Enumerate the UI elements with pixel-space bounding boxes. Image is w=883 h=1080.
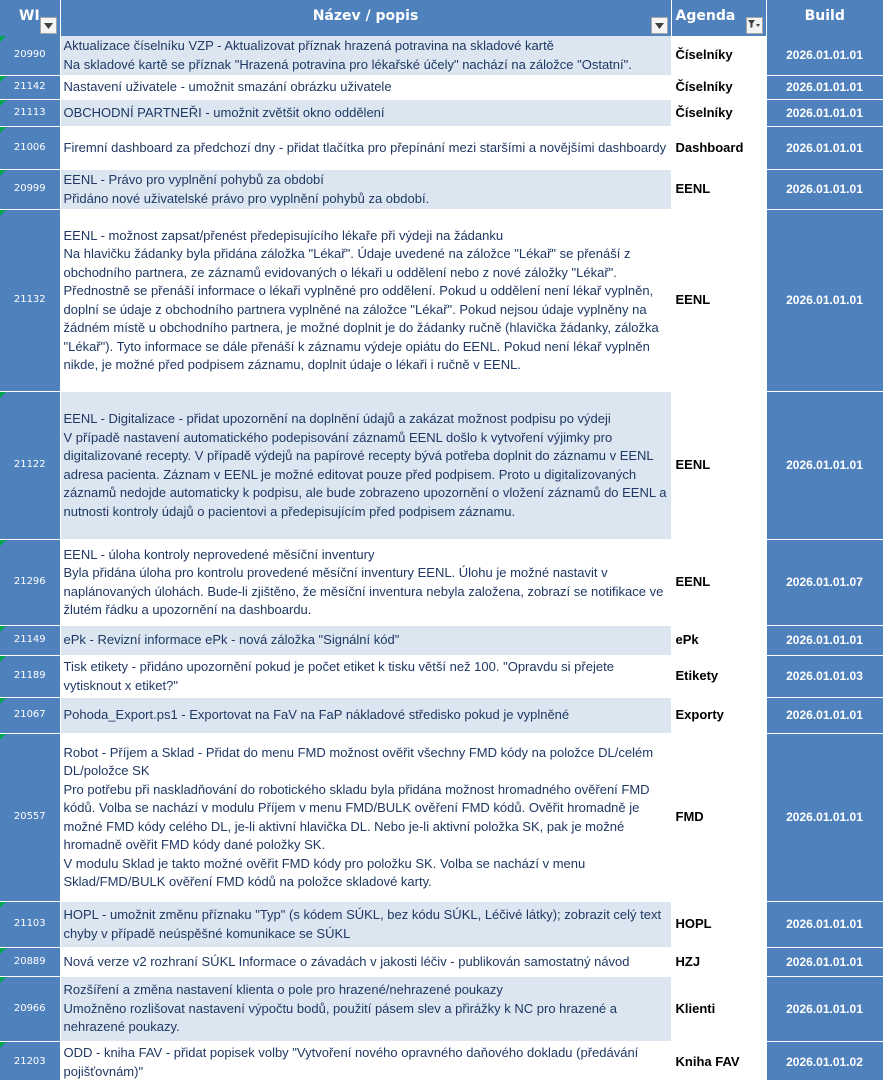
agenda-text: HZJ	[675, 953, 701, 969]
wi-number: 21142	[13, 81, 46, 93]
build-text: 2026.01.01.01	[786, 293, 863, 308]
description-cell[interactable]	[60, 948, 671, 977]
agenda-text: EENL	[675, 574, 711, 590]
wi-filter-dropdown-icon[interactable]	[40, 17, 57, 34]
agenda-text: ePk	[675, 632, 699, 648]
wi-number: 20966	[13, 1002, 46, 1014]
table-row	[0, 210, 883, 392]
build-cell[interactable]	[766, 210, 883, 392]
description-text: EENL - možnost zapsat/přenést předepisujícího lékaře při výdeji na žádanku Na hlavičku žádanky byla přidána záložka "Lékař". Údaje uvedené na záložce "Lékař" se přenáší z obchodního partnera, ze záznamů evidovaných o lékaři u oddělení nebo z nové záložky "Lékař". Přednostně se přenáší informace o lékaři vyplněné pro oddělení. Pokud u oddělení není lékař vyplněn, doplní se údaje z obchodního partnera vyplněné na záložce "Lékař". Pokud nejsou údaje vyplněny na žádném místě u obchodního partnera, je možné doplnit je do žádanky ručně (hlavička žádanky, záložka "Lékař"). Tyto informace se dále přenáší k záznamu výdeje opiátu do EENL. Pokud není lékař vyplněn nikde, je možné před podpisem záznamu, doplnit údaje o lékaři i ručně v EENL.	[63, 227, 659, 372]
description-text: ePk - Revizní informace ePk - nová záložka "Signální kód"	[63, 632, 400, 648]
wi-number: 21132	[13, 294, 46, 306]
wi-number: 21103	[13, 918, 46, 930]
comment-indicator-icon	[0, 626, 6, 632]
comment-indicator-icon	[0, 76, 6, 82]
wi-number: 20999	[13, 183, 46, 195]
description-cell[interactable]	[60, 902, 671, 948]
wi-number: 21189	[13, 670, 46, 682]
build-text: 2026.01.01.01	[786, 105, 863, 120]
table-row	[0, 127, 883, 170]
wi-cell[interactable]	[0, 76, 60, 100]
wi-number: 20889	[13, 955, 46, 967]
description-cell[interactable]	[60, 977, 671, 1042]
build-text: 2026.01.01.02	[786, 1055, 863, 1070]
description-text: EENL - Digitalizace - přidat upozornění na doplnění údajů a zakázat možnost podpisu po výdeji V případě nastavení automatického podepisování záznamů EENL došlo k vytvoření výjimky pro digitalizované recepty. V případě výdejů na papírové recepty bývá potřeba doplnit do záznamu v EENL adresa pacienta. Záznam v EENL je možné editovat pouze před podpisem. Proto u digitalizovaných záznamů nedojde automaticky k podpisu, ale bude zobrazeno upozornění o vložení záznamů do EENL a nutnosti kontroly údajů o pacientovi a předepisujícím před podpisem záznamu.	[63, 411, 667, 519]
wi-number: 21296	[13, 576, 46, 588]
agenda-cell[interactable]	[671, 626, 766, 656]
wi-number: 21067	[13, 709, 46, 721]
wi-cell[interactable]	[0, 948, 60, 977]
build-cell[interactable]	[766, 392, 883, 540]
description-text: HOPL - umožnit změnu příznaku "Typ" (s kódem SÚKL, bez kódu SÚKL, Léčivé látky); zobrazit celý text chyby v případě neúspěšné komunikace se SÚKL	[63, 907, 662, 941]
desc-filter-dropdown-icon[interactable]	[651, 17, 668, 34]
wi-cell[interactable]	[0, 170, 60, 210]
header-wi	[0, 0, 60, 36]
build-text: 2026.01.01.01	[786, 633, 863, 648]
comment-indicator-icon	[0, 1042, 6, 1048]
description-cell[interactable]	[60, 698, 671, 734]
agenda-cell[interactable]	[671, 540, 766, 626]
wi-number: 21122	[13, 459, 46, 471]
wi-cell[interactable]	[0, 210, 60, 392]
header-agenda-label: Agenda	[675, 8, 736, 24]
agenda-text: EENL	[675, 181, 711, 197]
wi-number: 21006	[13, 141, 46, 153]
build-text: 2026.01.01.01	[786, 810, 863, 825]
wi-cell[interactable]	[0, 392, 60, 540]
table-row	[0, 948, 883, 977]
build-text: 2026.01.01.01	[786, 182, 863, 197]
agenda-text: Klienti	[675, 1000, 716, 1016]
agenda-text: Číselníky	[675, 104, 733, 120]
build-text: 2026.01.01.01	[786, 48, 863, 63]
agenda-text: EENL	[675, 457, 711, 473]
agenda-text: EENL	[675, 292, 711, 308]
wi-cell[interactable]	[0, 36, 60, 76]
comment-indicator-icon	[0, 540, 6, 546]
comment-indicator-icon	[0, 170, 6, 176]
table-row	[0, 626, 883, 656]
wi-cell[interactable]	[0, 734, 60, 902]
build-text: 2026.01.01.01	[786, 80, 863, 95]
wi-number: 21203	[13, 1056, 46, 1068]
agenda-cell[interactable]	[671, 392, 766, 540]
build-text: 2026.01.01.03	[786, 669, 863, 684]
build-cell[interactable]	[766, 734, 883, 902]
description-text: EENL - Právo pro vyplnění pohybů za období Přidáno nové uživatelské právo pro vyplnění pohybů za období.	[63, 172, 430, 206]
comment-indicator-icon	[0, 36, 6, 42]
build-cell[interactable]	[766, 36, 883, 76]
comment-indicator-icon	[0, 127, 6, 133]
header-build	[766, 0, 883, 36]
agenda-cell[interactable]	[671, 656, 766, 698]
table-row	[0, 734, 883, 902]
wi-cell[interactable]	[0, 698, 60, 734]
build-cell[interactable]	[766, 170, 883, 210]
comment-indicator-icon	[0, 734, 6, 740]
table-row	[0, 698, 883, 734]
table-row	[0, 977, 883, 1042]
table-row	[0, 540, 883, 626]
description-text: Aktualizace číselníku VZP - Aktualizovat příznak hrazená potravina na skladové kartě Na skladové kartě se příznak "Hrazená potravina pro lékařské účely" nachází na záložce "Ostatní".	[63, 38, 632, 72]
comment-indicator-icon	[0, 210, 6, 216]
build-cell[interactable]	[766, 1042, 883, 1080]
agenda-cell[interactable]	[671, 734, 766, 902]
comment-indicator-icon	[0, 977, 6, 983]
build-cell[interactable]	[766, 626, 883, 656]
comment-indicator-icon	[0, 698, 6, 704]
build-text: 2026.01.01.07	[786, 575, 863, 590]
agenda-filter-active-icon[interactable]	[746, 17, 763, 34]
agenda-text: Kniha FAV	[675, 1054, 740, 1070]
description-cell[interactable]	[60, 210, 671, 392]
agenda-text: Dashboard	[675, 139, 744, 155]
agenda-cell[interactable]	[671, 127, 766, 170]
header-desc-label: Název / popis	[312, 8, 419, 24]
table-row	[0, 902, 883, 948]
description-text: Pohoda_Export.ps1 - Exportovat na FaV na FaP nákladové středisko pokud je vyplněné	[63, 707, 570, 723]
agenda-cell[interactable]	[671, 76, 766, 100]
build-cell[interactable]	[766, 540, 883, 626]
wi-cell[interactable]	[0, 977, 60, 1042]
build-text: 2026.01.01.01	[786, 1001, 863, 1016]
description-text: ODD - kniha FAV - přidat popisek volby "Vytvoření nového opravného daňového dokladu (předávání pojišťovnám)"	[63, 1045, 639, 1079]
description-text: Firemní dashboard za předchozí dny - přidat tlačítka pro přepínání mezi staršími a novějšími dashboardy	[63, 139, 667, 155]
agenda-cell[interactable]	[671, 948, 766, 977]
comment-indicator-icon	[0, 392, 6, 398]
description-cell[interactable]	[60, 170, 671, 210]
build-cell[interactable]	[766, 127, 883, 170]
wi-number: 21113	[13, 106, 46, 118]
wi-cell[interactable]	[0, 1042, 60, 1080]
wi-cell[interactable]	[0, 902, 60, 948]
build-cell[interactable]	[766, 76, 883, 100]
agenda-cell[interactable]	[671, 170, 766, 210]
build-text: 2026.01.01.01	[786, 917, 863, 932]
description-text: Tisk etikety - přidáno upozornění pokud je počet etiket k tisku větší než 100. "Opravdu si přejete vytisknout x etiket?"	[63, 659, 614, 693]
table-row	[0, 392, 883, 540]
description-cell[interactable]	[60, 1042, 671, 1080]
description-text: Nastavení uživatele - umožnit smazání obrázku uživatele	[63, 79, 392, 95]
wi-number: 20990	[13, 49, 46, 61]
wi-cell[interactable]	[0, 656, 60, 698]
agenda-text: Exporty	[675, 707, 724, 723]
description-cell[interactable]	[60, 540, 671, 626]
agenda-text: Etikety	[675, 668, 719, 684]
comment-indicator-icon	[0, 902, 6, 908]
table-row	[0, 100, 883, 127]
description-cell[interactable]	[60, 100, 671, 127]
agenda-cell[interactable]	[671, 36, 766, 76]
comment-indicator-icon	[0, 656, 6, 662]
description-cell[interactable]	[60, 734, 671, 902]
agenda-cell[interactable]	[671, 902, 766, 948]
agenda-text: HOPL	[675, 916, 712, 932]
build-cell[interactable]	[766, 100, 883, 127]
header-wi-label: WI	[19, 8, 40, 24]
agenda-cell[interactable]	[671, 698, 766, 734]
table-row	[0, 1042, 883, 1080]
header-agenda	[671, 0, 766, 36]
build-cell[interactable]	[766, 902, 883, 948]
wi-cell[interactable]	[0, 127, 60, 170]
agenda-text: Číselníky	[675, 79, 733, 95]
description-text: OBCHODNÍ PARTNEŘI - umožnit zvětšit okno oddělení	[63, 104, 385, 120]
table-row	[0, 36, 883, 76]
description-cell[interactable]	[60, 76, 671, 100]
build-cell[interactable]	[766, 977, 883, 1042]
build-text: 2026.01.01.01	[786, 458, 863, 473]
agenda-cell[interactable]	[671, 210, 766, 392]
description-cell[interactable]	[60, 626, 671, 656]
agenda-cell[interactable]	[671, 100, 766, 127]
header-row	[0, 0, 883, 36]
table-row	[0, 656, 883, 698]
table-row	[0, 76, 883, 100]
comment-indicator-icon	[0, 948, 6, 954]
description-cell[interactable]	[60, 656, 671, 698]
description-text: Rozšíření a změna nastavení klienta o pole pro hrazené/nehrazené poukazy Umožněno rozlišovat nastavení výpočtu bodů, použití pásem slev a přirážky k NC pro hrazené a nehrazené poukazy.	[63, 982, 617, 1035]
build-text: 2026.01.01.01	[786, 708, 863, 723]
wi-cell[interactable]	[0, 540, 60, 626]
build-cell[interactable]	[766, 698, 883, 734]
description-cell[interactable]	[60, 127, 671, 170]
wi-cell[interactable]	[0, 100, 60, 127]
table-row	[0, 170, 883, 210]
build-text: 2026.01.01.01	[786, 954, 863, 969]
build-cell[interactable]	[766, 948, 883, 977]
description-text: Nová verze v2 rozhraní SÚKL Informace o závadách v jakosti léčiv - publikován samostatný návod	[63, 953, 630, 969]
description-cell[interactable]	[60, 36, 671, 76]
header-build-label: Build	[804, 8, 845, 24]
wi-cell[interactable]	[0, 626, 60, 656]
wi-number: 21149	[13, 634, 46, 646]
agenda-text: Číselníky	[675, 47, 733, 63]
description-cell[interactable]	[60, 392, 671, 540]
build-text: 2026.01.01.01	[786, 140, 863, 155]
agenda-cell[interactable]	[671, 1042, 766, 1080]
wi-number: 20557	[13, 811, 46, 823]
build-cell[interactable]	[766, 656, 883, 698]
description-text: EENL - úloha kontroly neprovedené měsíční inventury Byla přidána úloha pro kontrolu provedené měsíční inventury EENL. Úlohu je možné nastavit v naplánovaných úlohách. Bude-li zjištěno, že měsíční inventura nebyla založena, zobrazí se notifikace ve žlutém řádku a upozornění na dashboardu.	[63, 546, 664, 617]
table-body	[0, 36, 883, 1080]
description-text: Robot - Příjem a Sklad - Přidat do menu FMD možnost ověřit všechny FMD kódy na položce DL/celém DL/položce SK Pro potřebu při naskladňování do robotického skladu byla přidána možnost hromadného ověření FMD kódů. Volba se nachází v modulu Příjem v menu FMD/BULK ověření FMD kódů. Ověřit hromadně je možné FMD kódy celého DL, je-li aktivní hlavička DL. Nebo je-li aktivní položka SK, pak je možné hromadně ověřit FMD kódy dané položky SK. V modulu Sklad je takto možné ověřit FMD kódy pro položku SK. Volba se nachází v menu Sklad/FMD/BULK ověření FMD kódů na položce skladové karty.	[63, 744, 654, 889]
header-desc	[60, 0, 671, 36]
comment-indicator-icon	[0, 100, 6, 106]
agenda-text: FMD	[675, 809, 704, 825]
agenda-cell[interactable]	[671, 977, 766, 1042]
